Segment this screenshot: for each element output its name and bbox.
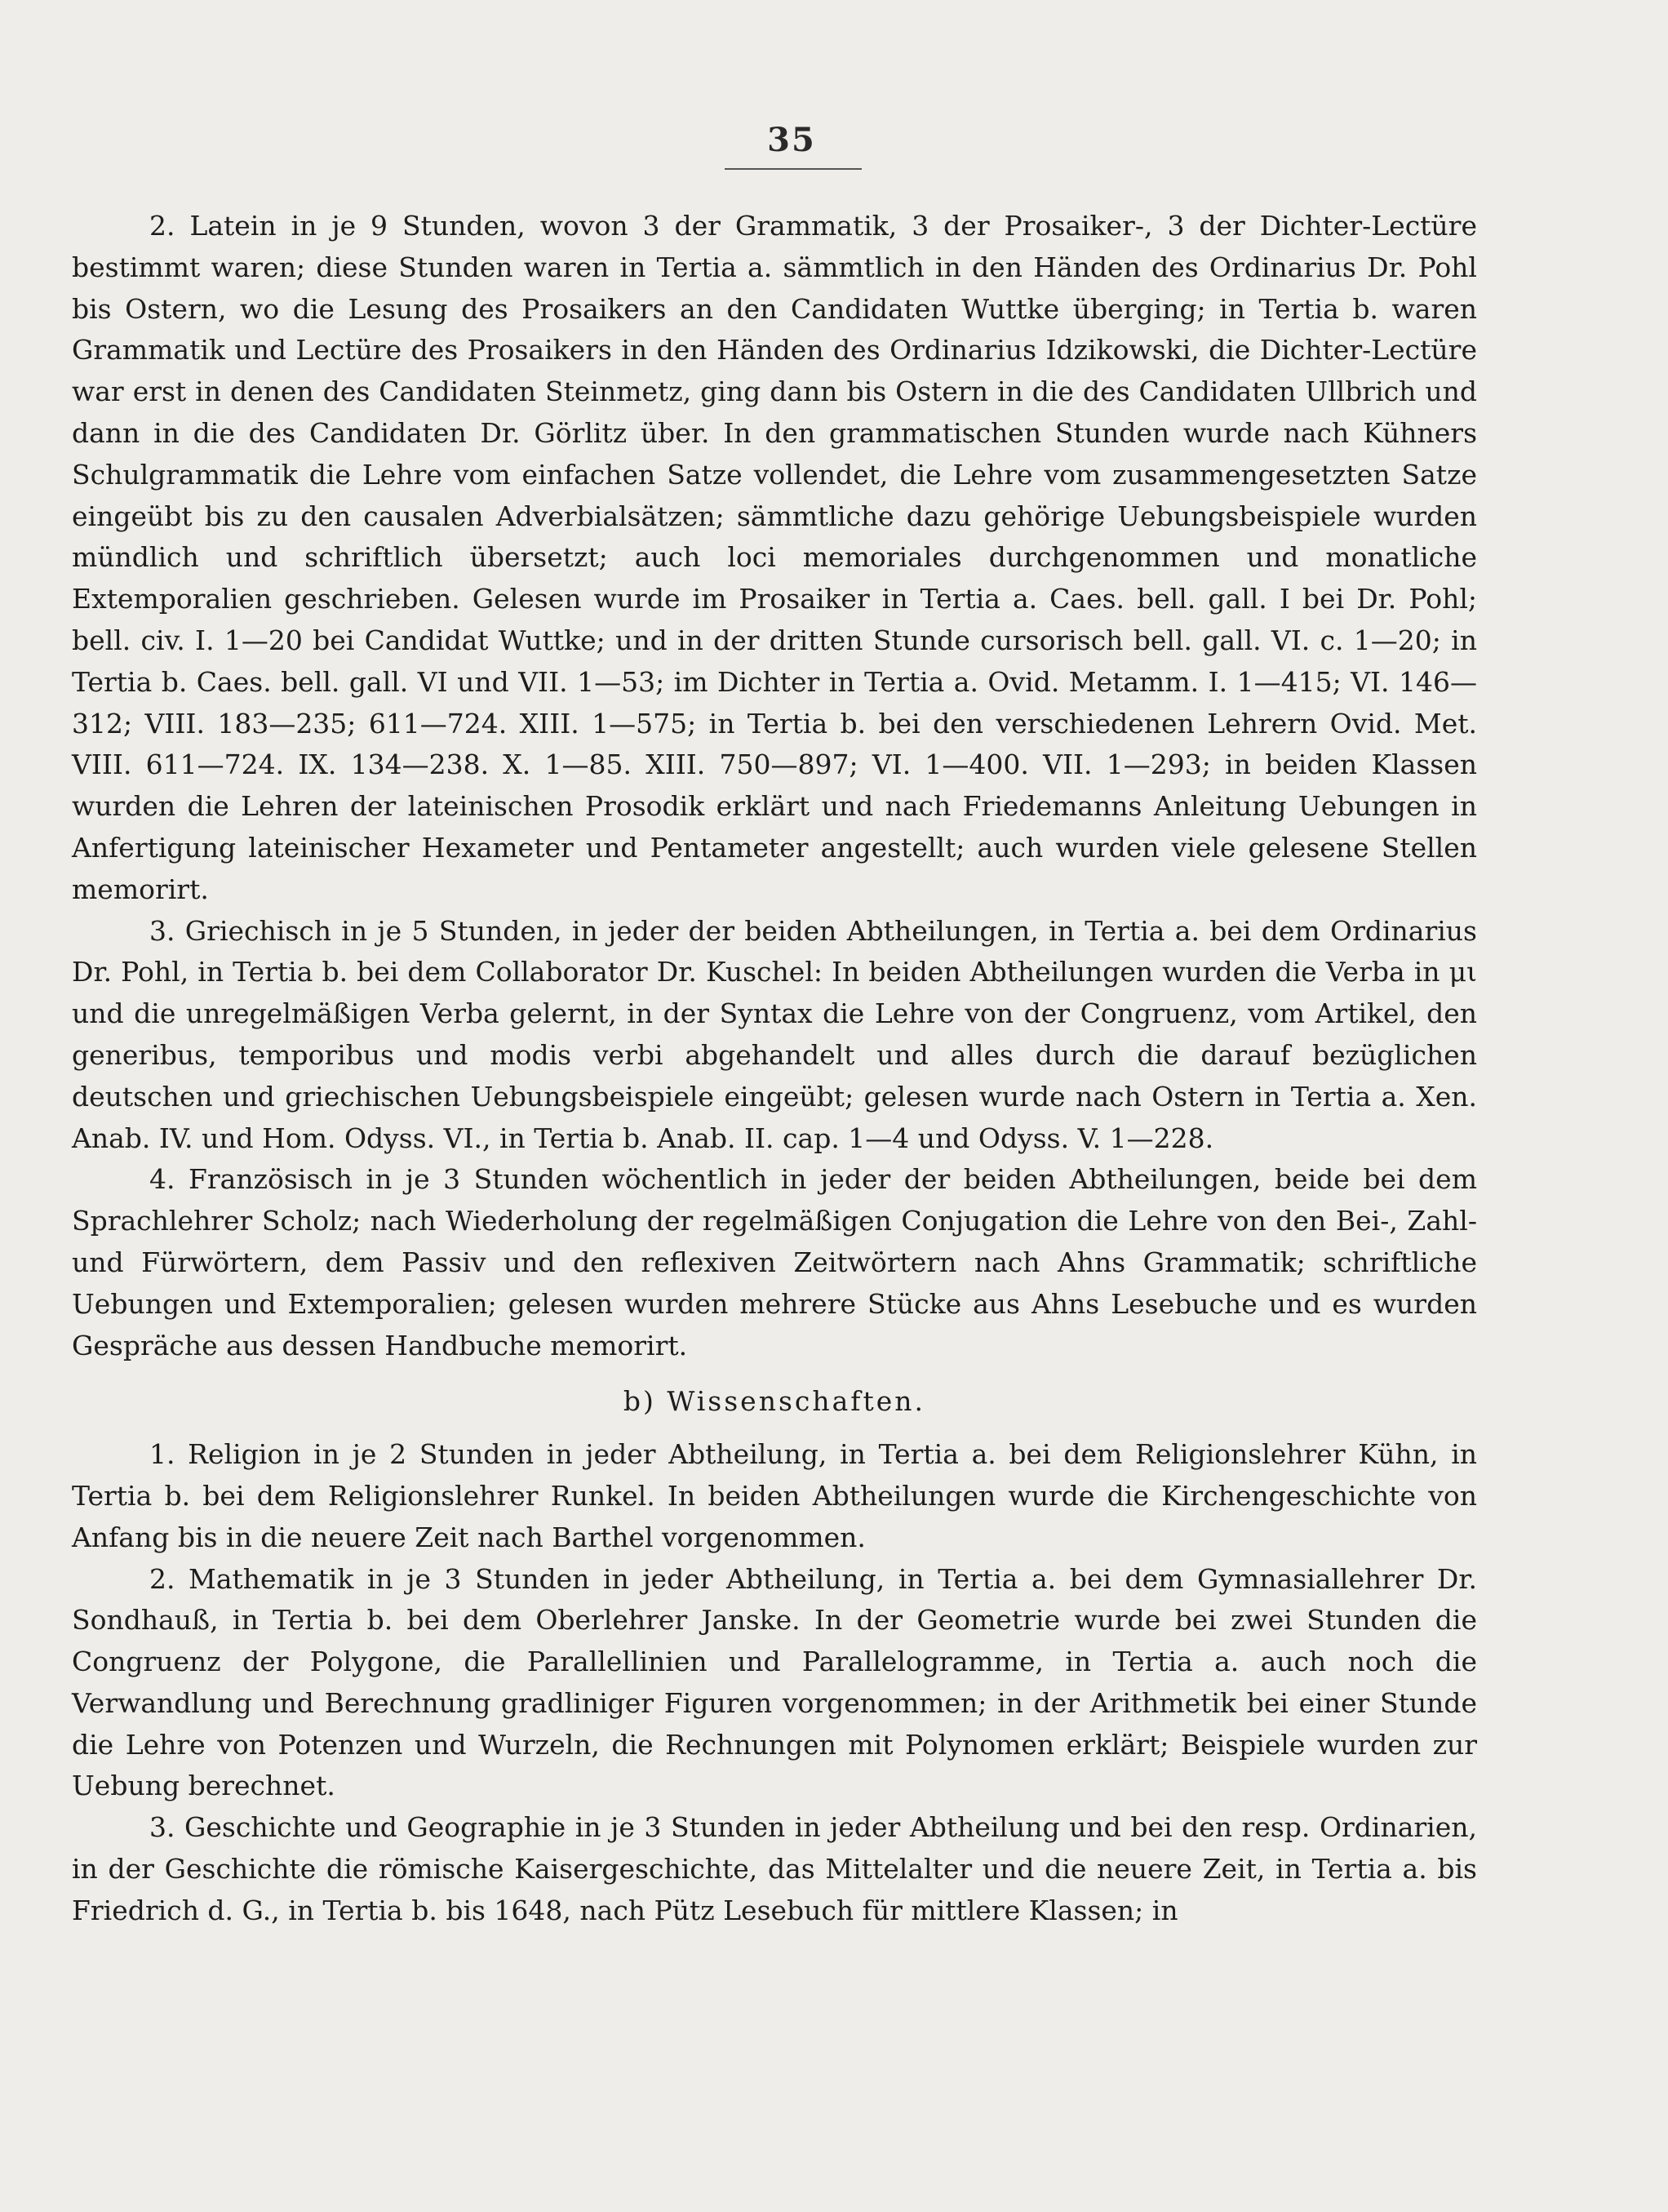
paragraph-geschichte: 3. Geschichte und Geographie in je 3 Stunden in jeder Abtheilung und bei den resp. Ordinarien, in der Geschichte die römische Kaisergeschichte, das Mittelalter und die neuere Zeit, in Tertia a. bis Friedrich d. G., in Tertia b. bis 1648, nach Pütz Lesebuch für mittlere Klassen; in [72, 1811, 1477, 1926]
paragraph-latein: 2. Latein in je 9 Stunden, wovon 3 der Grammatik, 3 der Prosaiker-, 3 der Dichter-Lectüre bestimmt waren; diese Stunden waren in Tertia a. sämmtlich in den Händen des Ordinarius Dr. Pohl bis Ostern, wo die Lesung des Prosaikers an den Candidaten Wuttke überging; in Tertia b. waren Grammatik und Lectüre des Prosaikers in den Händen des Ordinarius Idzikowski, die Dichter-Lectüre war erst in denen des Candidaten Steinmetz, ging dann bis Ostern in die des Candidaten Ullbrich und dann in die des Candidaten Dr. Görlitz über. In den grammatischen Stunden wurde nach Kühners Schulgrammatik die Lehre vom einfachen Satze vollendet, die Lehre vom zusammengesetzten Satze eingeübt bis zu den causalen Adverbialsätzen; sämmtliche dazu gehörige Uebungsbeispiele wurden mündlich und schriftlich übersetzt; auch loci memoriales durchgenommen und monatliche Extemporalien geschrieben. Gelesen wurde im Prosaiker in Tertia a. Caes. bell. gall. I bei Dr. Pohl; bell. civ. I. 1—20 bei Candidat Wuttke; und in der dritten Stunde cursorisch bell. gall. VI. c. 1—20; in Tertia b. Caes. bell. gall. VI und VII. 1—53; im Dichter in Tertia a. Ovid. Metamm. I. 1—415; VI. 146—312; VIII. 183—235; 611—724. XIII. 1—575; in Tertia b. bei den verschiedenen Lehrern Ovid. Met. VIII. 611—724. IX. 134—238. X. 1—85. XIII. 750—897; VI. 1—400. VII. 1—293; in beiden Klassen wurden die Lehren der lateinischen Prosodik erklärt und nach Friedemanns Anleitung Uebungen in Anfertigung lateinischer Hexameter und Pentameter angestellt; auch wurden viele gelesene Stellen memorirt. [72, 210, 1477, 905]
page-number: 35 [767, 121, 816, 159]
page-body [72, 206, 1477, 1932]
paragraph-griechisch: 3. Griechisch in je 5 Stunden, in jeder der beiden Abtheilungen, in Tertia a. bei dem Ordinarius Dr. Pohl, in Tertia b. bei dem Collaborator Dr. Kuschel: In beiden Abtheilungen wurden die Verba in μι und die unregelmäßigen Verba gelernt, in der Syntax die Lehre von der Congruenz, vom Artikel, den generibus, temporibus und modis verbi abgehandelt und alles durch die darauf bezüglichen deutschen und griechischen Uebungsbeispiele eingeübt; gelesen wurde nach Ostern in Tertia a. Xen. Anab. IV. und Hom. Odyss. VI., in Tertia b. Anab. II. cap. 1—4 und Odyss. V. 1—228. [72, 914, 1477, 1154]
paragraph-franzoesisch: 4. Französisch in je 3 Stunden wöchentlich in jeder der beiden Abtheilungen, beide bei dem Sprachlehrer Scholz; nach Wiederholung der regelmäßigen Conjugation die Lehre von den Bei-, Zahl- und Fürwörtern, dem Passiv und den reflexiven Zeitwörtern nach Ahns Grammatik; schriftliche Uebungen und Extemporalien; gelesen wurden mehrere Stücke aus Ahns Lesebuche und es wurden Gespräche aus dessen Handbuche memorirt. [72, 1163, 1477, 1361]
section-heading: b) Wissenschaften. [623, 1385, 926, 1418]
page-header [718, 121, 865, 159]
header-rule [725, 168, 862, 170]
paragraph-religion: 1. Religion in je 2 Stunden in jeder Abtheilung, in Tertia a. bei dem Religionslehrer Kühn, in Tertia b. bei dem Religionslehrer Runkel. In beiden Abtheilungen wurde die Kirchengeschichte von Anfang bis in die neuere Zeit nach Barthel vorgenommen. [72, 1438, 1477, 1553]
paragraph-mathematik: 2. Mathematik in je 3 Stunden in jeder Abtheilung, in Tertia a. bei dem Gymnasiallehrer Dr. Sondhauß, in Tertia b. bei dem Oberlehrer Janske. In der Geometrie wurde bei zwei Stunden die Congruenz der Polygone, die Parallellinien und Parallelogramme, in Tertia a. auch noch die Verwandlung und Berechnung gradliniger Figuren vorgenommen; in der Arithmetik bei einer Stunde die Lehre von Potenzen und Wurzeln, die Rechnungen mit Polynomen erklärt; Beispiele wurden zur Uebung berechnet. [72, 1562, 1477, 1802]
